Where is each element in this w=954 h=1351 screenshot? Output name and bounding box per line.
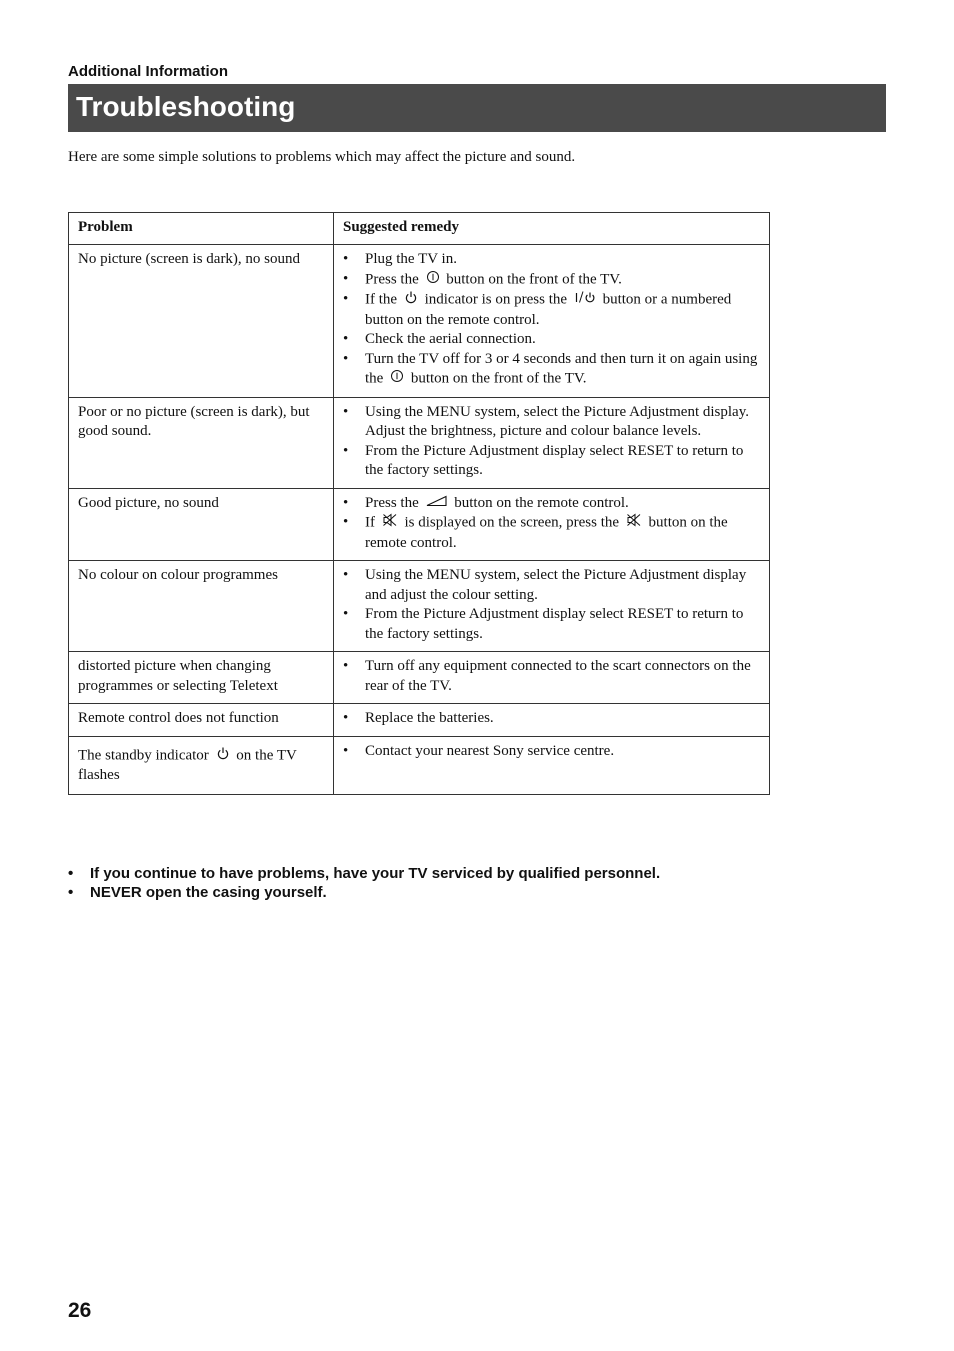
remedy-list xyxy=(343,566,760,644)
remedy-text: Press the xyxy=(365,494,419,511)
troubleshooting-table xyxy=(68,212,770,795)
remedy-text: If xyxy=(365,514,375,531)
mute-icon xyxy=(626,513,642,534)
remedy-text: is displayed on the screen, press the xyxy=(404,514,620,531)
remedy-list xyxy=(343,742,760,762)
remedy-list xyxy=(343,709,760,729)
remedy-item xyxy=(343,350,760,390)
standby-icon xyxy=(216,746,230,767)
table-row xyxy=(69,245,770,398)
remedy-list xyxy=(343,250,760,390)
remedy-text: Using the MENU system, select the Picture Adjustment display and adjust the colour setting. xyxy=(365,567,747,603)
remedy-text: Replace the batteries. xyxy=(365,710,494,727)
remedy-item xyxy=(343,442,760,481)
remedy-text: button on the remote control. xyxy=(365,514,728,551)
main-power-icon xyxy=(390,369,404,390)
table-row xyxy=(69,704,770,737)
remedy-text: From the Picture Adjustment display select RESET to return to the factory settings. xyxy=(365,606,744,642)
remedy-text: If the xyxy=(365,291,398,308)
remedy-item xyxy=(343,742,760,762)
remedy-item xyxy=(343,330,760,350)
remedy-cell xyxy=(334,245,770,398)
remedy-list xyxy=(343,494,760,554)
problem-text: on the TV flashes xyxy=(78,747,297,784)
remedy-item xyxy=(343,403,760,442)
problem-cell: Remote control does not function xyxy=(69,704,334,737)
remedy-cell xyxy=(334,652,770,704)
warning-item: • NEVER open the casing yourself. xyxy=(68,883,660,902)
remedy-text: Check the aerial connection. xyxy=(365,331,536,347)
problem-cell: distorted picture when changing programmes or selecting Teletext xyxy=(69,652,334,704)
remedy-item xyxy=(343,290,760,330)
intro-text: Here are some simple solutions to problems which may affect the picture and sound. xyxy=(68,149,576,165)
problem-column-header: Problem xyxy=(69,213,334,245)
remedy-cell xyxy=(334,561,770,652)
remedy-text: button on the front of the TV. xyxy=(446,271,622,288)
remedy-item xyxy=(343,513,760,553)
volume-icon xyxy=(426,494,448,514)
tv-standby-toggle-icon xyxy=(574,290,596,311)
remedy-text: Turn off any equipment connected to the scart connectors on the rear of the TV. xyxy=(365,658,751,694)
problem-cell: Poor or no picture (screen is dark), but good sound. xyxy=(69,397,334,488)
main-power-icon xyxy=(426,270,440,291)
remedy-text: button or a numbered button on the remote control. xyxy=(365,291,732,328)
remedy-text: indicator is on press the xyxy=(424,291,568,308)
remedy-text: button on the remote control. xyxy=(454,494,629,511)
remedy-item xyxy=(343,605,760,644)
remedy-column-header: Suggested remedy xyxy=(334,213,770,245)
remedy-list xyxy=(343,657,760,696)
page-title: Troubleshooting xyxy=(76,91,296,122)
problem-cell: No picture (screen is dark), no sound xyxy=(69,245,334,398)
page-number: 26 xyxy=(68,1299,92,1322)
problem-cell xyxy=(69,736,334,794)
remedy-text: Plug the TV in. xyxy=(365,251,457,267)
table-header-row xyxy=(69,213,770,245)
table-row xyxy=(69,488,770,561)
remedy-item xyxy=(343,709,760,729)
remedy-list xyxy=(343,403,760,481)
remedy-text: From the Picture Adjustment display select RESET to return to the factory settings. xyxy=(365,442,744,478)
mute-icon xyxy=(382,513,398,534)
table-row xyxy=(69,561,770,652)
remedy-item xyxy=(343,566,760,605)
warning-list xyxy=(68,864,660,902)
warning-item: • If you continue to have problems, have your TV serviced by qualified personnel. xyxy=(68,864,660,883)
remedy-text: Contact your nearest Sony service centre. xyxy=(365,742,615,759)
remedy-text: button on the front of the TV. xyxy=(410,370,587,387)
table-row xyxy=(69,736,770,794)
problem-cell: No colour on colour programmes xyxy=(69,561,334,652)
table-row xyxy=(69,397,770,488)
remedy-item xyxy=(343,250,760,270)
remedy-cell xyxy=(334,397,770,488)
standby-icon xyxy=(404,290,418,311)
remedy-cell xyxy=(334,488,770,561)
title-bar xyxy=(68,84,886,132)
table-row xyxy=(69,652,770,704)
remedy-text: Press the xyxy=(365,271,419,288)
remedy-cell xyxy=(334,736,770,794)
section-label: Additional Information xyxy=(68,63,228,80)
remedy-item xyxy=(343,657,760,696)
problem-cell: Good picture, no sound xyxy=(69,488,334,561)
remedy-item xyxy=(343,494,760,514)
problem-text: The standby indicator xyxy=(78,747,209,764)
remedy-item xyxy=(343,270,760,291)
remedy-text: Using the MENU system, select the Picture Adjustment display. Adjust the brightness, picture and colour balance levels. xyxy=(365,403,749,439)
remedy-cell xyxy=(334,704,770,737)
remedy-text: Turn the TV off for 3 or 4 seconds and then turn it on again using the xyxy=(365,350,758,387)
